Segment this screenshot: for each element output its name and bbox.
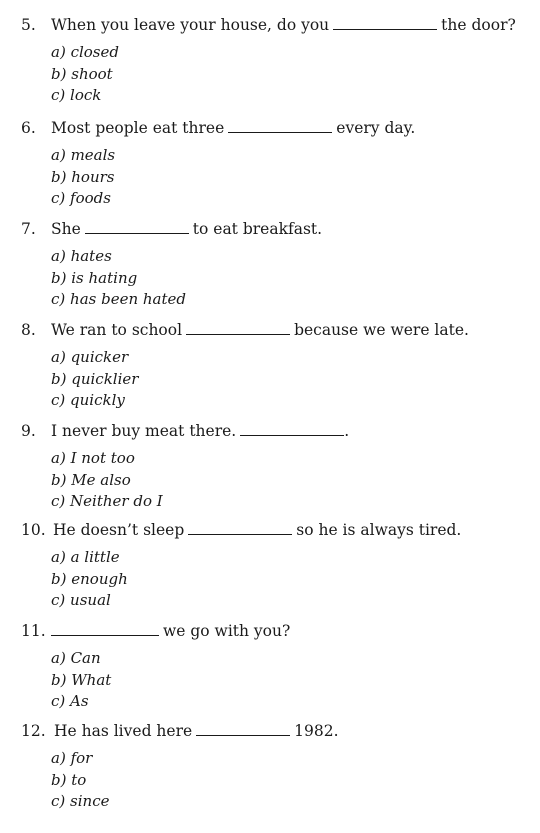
option-a[interactable] <box>51 42 540 64</box>
answer-blank <box>188 520 292 535</box>
option-text: is hating <box>71 268 138 287</box>
option-text: Me also <box>71 470 131 489</box>
option-text: What <box>71 670 112 689</box>
option-letter: a) <box>51 348 66 366</box>
stem-after-blank: because we were late. <box>294 321 469 339</box>
option-letter: b) <box>51 167 67 186</box>
question-text <box>51 420 349 442</box>
option-text: quicker <box>70 348 129 366</box>
option-text: As <box>70 692 89 710</box>
question-number: 10. <box>21 521 46 539</box>
question-text <box>51 14 516 36</box>
option-a[interactable] <box>51 347 540 369</box>
question-text <box>54 720 339 742</box>
stem-after-blank: so he is always tired. <box>296 521 462 539</box>
option-text: Neither do I <box>70 492 163 510</box>
option-c[interactable] <box>51 791 540 813</box>
option-c[interactable] <box>51 289 540 311</box>
question-6 <box>0 117 540 210</box>
option-letter: a) <box>51 146 66 164</box>
question-stem <box>0 218 540 240</box>
stem-after-blank: we go with you? <box>163 622 291 640</box>
question-number: 12. <box>21 722 46 740</box>
question-text <box>51 620 290 642</box>
stem-before-blank: When you leave your house, do you <box>51 16 330 34</box>
option-a[interactable] <box>51 547 540 569</box>
options-list <box>0 246 540 311</box>
option-letter: a) <box>51 449 66 467</box>
option-b[interactable] <box>51 167 540 189</box>
options-list <box>0 748 540 813</box>
option-b[interactable] <box>51 670 540 692</box>
option-b[interactable] <box>51 369 540 391</box>
option-letter: b) <box>51 369 67 388</box>
question-stem <box>0 519 540 541</box>
option-a[interactable] <box>51 145 540 167</box>
option-c[interactable] <box>51 491 540 513</box>
option-text: a little <box>70 548 120 566</box>
stem-after-blank: to eat breakfast. <box>192 220 323 238</box>
question-10 <box>0 519 540 612</box>
question-number: 6. <box>21 119 36 137</box>
option-letter: b) <box>51 770 67 789</box>
option-text: closed <box>70 43 119 61</box>
option-a[interactable] <box>51 448 540 470</box>
option-c[interactable] <box>51 590 540 612</box>
stem-before-blank: We ran to school <box>51 321 183 339</box>
option-c[interactable] <box>51 85 540 107</box>
stem-before-blank: He doesn’t sleep <box>53 521 185 539</box>
options-list <box>0 448 540 513</box>
option-text: meals <box>70 146 116 164</box>
option-letter: c) <box>51 391 66 409</box>
answer-blank <box>228 118 332 133</box>
option-letter: c) <box>51 290 66 308</box>
question-stem <box>0 420 540 442</box>
stem-after-blank: the door? <box>441 16 516 34</box>
option-letter: a) <box>51 43 66 61</box>
option-letter: b) <box>51 470 67 489</box>
option-letter: c) <box>51 189 66 207</box>
question-stem <box>0 620 540 642</box>
question-text <box>51 117 415 139</box>
option-b[interactable] <box>51 770 540 792</box>
option-text: to <box>71 770 87 789</box>
option-text: Can <box>70 649 101 667</box>
option-text: foods <box>70 189 111 207</box>
option-text: hates <box>70 247 112 265</box>
option-letter: c) <box>51 792 66 810</box>
question-number: 8. <box>21 321 36 339</box>
option-a[interactable] <box>51 748 540 770</box>
options-list <box>0 547 540 612</box>
options-list <box>0 648 540 713</box>
stem-after-blank: . <box>344 422 350 440</box>
question-stem <box>0 720 540 742</box>
question-number: 11. <box>21 622 46 640</box>
option-b[interactable] <box>51 470 540 492</box>
option-letter: a) <box>51 247 66 265</box>
question-9 <box>0 420 540 513</box>
options-list <box>0 42 540 107</box>
question-7 <box>0 218 540 311</box>
option-letter: c) <box>51 86 66 104</box>
option-letter: a) <box>51 749 66 767</box>
stem-before-blank: She <box>51 220 81 238</box>
option-b[interactable] <box>51 268 540 290</box>
stem-after-blank: 1982. <box>294 722 339 740</box>
option-letter: a) <box>51 649 66 667</box>
question-8 <box>0 319 540 412</box>
option-text: lock <box>70 86 102 104</box>
stem-after-blank: every day. <box>336 119 416 137</box>
option-text: since <box>70 792 110 810</box>
question-number: 9. <box>21 422 36 440</box>
options-list <box>0 347 540 412</box>
option-text: quicklier <box>71 369 139 388</box>
answer-blank <box>186 320 290 335</box>
options-list <box>0 145 540 210</box>
option-letter: a) <box>51 548 66 566</box>
option-text: enough <box>71 569 128 588</box>
option-letter: b) <box>51 670 67 689</box>
answer-blank <box>333 15 437 30</box>
question-text <box>51 319 469 341</box>
option-text: has been hated <box>70 290 187 308</box>
option-letter: c) <box>51 591 66 609</box>
answer-blank <box>85 219 189 234</box>
option-text: I not too <box>70 449 135 467</box>
question-text <box>51 218 322 240</box>
question-5 <box>0 14 540 107</box>
question-stem <box>0 319 540 341</box>
option-c[interactable] <box>51 691 540 713</box>
question-12 <box>0 720 540 813</box>
question-number: 5. <box>21 16 36 34</box>
answer-blank <box>240 421 344 436</box>
option-a[interactable] <box>51 246 540 268</box>
answer-blank <box>196 721 290 736</box>
option-letter: b) <box>51 268 67 287</box>
question-number: 7. <box>21 220 36 238</box>
option-text: shoot <box>71 64 113 83</box>
option-text: for <box>70 749 93 767</box>
option-c[interactable] <box>51 188 540 210</box>
option-letter: b) <box>51 64 67 83</box>
stem-before-blank: Most people eat three <box>51 119 225 137</box>
option-letter: c) <box>51 492 66 510</box>
question-stem <box>0 117 540 139</box>
option-text: usual <box>70 591 111 609</box>
option-a[interactable] <box>51 648 540 670</box>
option-letter: c) <box>51 692 66 710</box>
stem-before-blank: I never buy meat there. <box>51 422 237 440</box>
option-text: hours <box>71 167 115 186</box>
option-c[interactable] <box>51 390 540 412</box>
option-letter: b) <box>51 569 67 588</box>
option-b[interactable] <box>51 64 540 86</box>
option-b[interactable] <box>51 569 540 591</box>
option-text: quickly <box>70 391 125 409</box>
stem-before-blank: He has lived here <box>54 722 193 740</box>
answer-blank <box>51 621 159 636</box>
question-stem <box>0 14 540 36</box>
question-11 <box>0 620 540 713</box>
question-text <box>53 519 461 541</box>
